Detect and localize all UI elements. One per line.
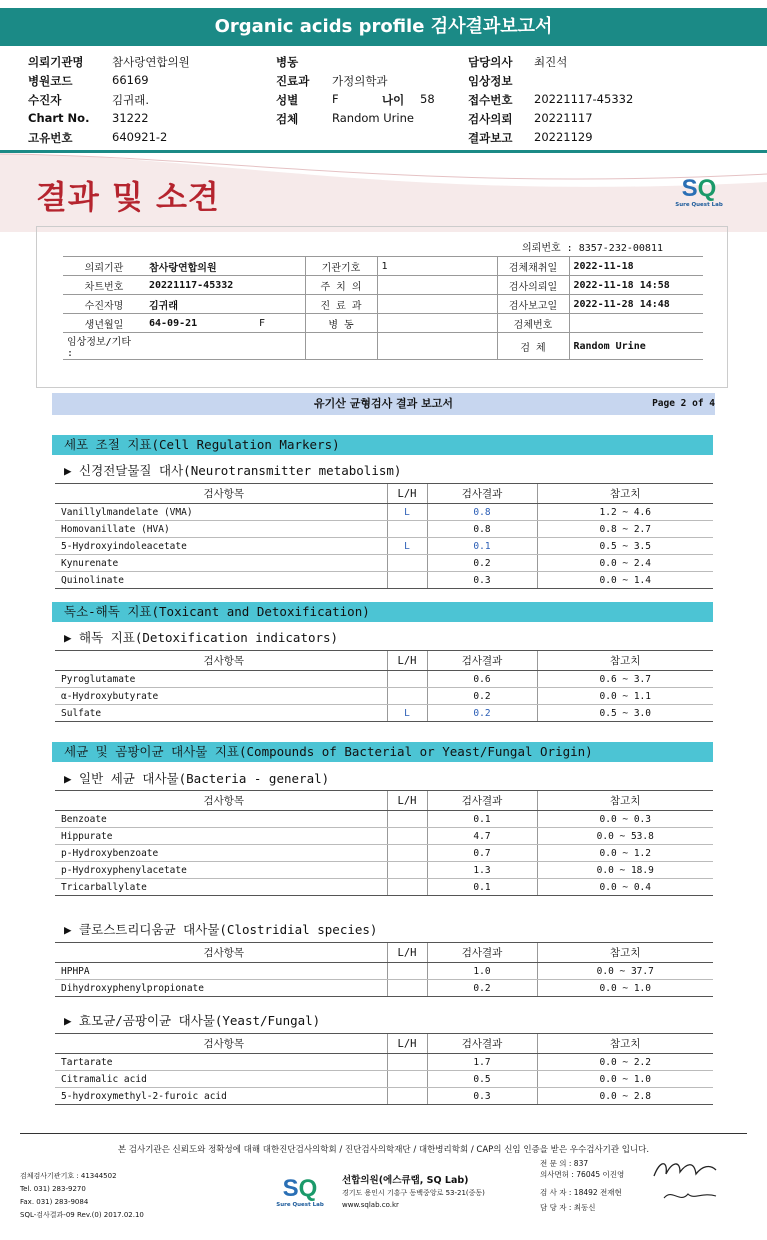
table-row <box>55 980 713 997</box>
results-table <box>55 942 713 997</box>
request-info-table <box>63 256 703 360</box>
column-header-item: 검사항목 <box>55 484 387 504</box>
info-cell: 수진자명 <box>63 295 145 314</box>
cell-result: 0.8 <box>427 504 537 521</box>
cell-name: Sulfate <box>55 705 387 722</box>
info-cell: 김귀래 <box>145 295 255 314</box>
info-cell <box>255 276 305 295</box>
cell-ref: 0.0 ~ 18.9 <box>537 862 713 879</box>
info-cell: 주 치 의 <box>305 276 377 295</box>
cell-lh <box>387 879 427 896</box>
table-row <box>55 688 713 705</box>
dept-value: 가정의학과 <box>332 74 388 88</box>
cell-name: Homovanillate (HVA) <box>55 521 387 538</box>
cell-result: 4.7 <box>427 828 537 845</box>
info-cell <box>145 333 255 360</box>
cell-result: 0.3 <box>427 572 537 589</box>
column-header-result: 검사결과 <box>427 651 537 671</box>
info-row <box>63 257 703 276</box>
cell-result: 0.3 <box>427 1088 537 1105</box>
column-header-lh: L/H <box>387 791 427 811</box>
cell-result: 0.5 <box>427 1071 537 1088</box>
info-cell: 진 료 과 <box>305 295 377 314</box>
cell-result: 1.0 <box>427 963 537 980</box>
table-row <box>55 705 713 722</box>
cell-ref: 0.0 ~ 0.3 <box>537 811 713 828</box>
signatures: 전 문 의 : 837 의사면허 : 76045 이진영 검 사 자 : 18492 전재현 담 당 자 : 최동신 <box>540 1159 625 1212</box>
hosp-code-label: 병원코드 <box>28 74 73 88</box>
table-row <box>55 521 713 538</box>
cell-name: Tartarate <box>55 1054 387 1071</box>
column-header-ref: 참고치 <box>537 1034 713 1054</box>
sex-label: 성별 <box>276 93 299 107</box>
cell-ref: 0.0 ~ 1.1 <box>537 688 713 705</box>
accreditation-note: 본 검사기관은 신뢰도와 정확성에 대해 대한진단검사의학회 / 진단검사의학재단 / 대한병리학회 / CAP의 신임 인증을 받은 우수검사기관 입니다. <box>117 1145 650 1155</box>
cell-result: 0.2 <box>427 705 537 722</box>
doctor-value: 최진석 <box>534 55 568 69</box>
info-cell: F <box>255 314 305 333</box>
table-row <box>55 1071 713 1088</box>
info-row <box>63 295 703 314</box>
info-cell: 20221117-45332 <box>145 276 255 295</box>
cell-ref: 0.0 ~ 0.4 <box>537 879 713 896</box>
cell-ref: 0.0 ~ 53.8 <box>537 828 713 845</box>
info-cell <box>377 333 497 360</box>
req-date-value: 20221117 <box>534 111 593 125</box>
cell-result: 1.7 <box>427 1054 537 1071</box>
cell-lh <box>387 1088 427 1105</box>
specimen-value: Random Urine <box>332 111 414 125</box>
table-row <box>55 862 713 879</box>
cell-lh <box>387 963 427 980</box>
cell-name: Quinolinate <box>55 572 387 589</box>
column-header-item: 검사항목 <box>55 791 387 811</box>
table-row <box>55 504 713 521</box>
examiner-signature <box>660 1186 720 1206</box>
table-row <box>55 671 713 688</box>
table-header-row <box>55 484 713 504</box>
info-cell: 64-09-21 <box>145 314 255 333</box>
info-cell: 의뢰기관 <box>63 257 145 276</box>
result-heading: 결과 및 소견 <box>36 178 220 216</box>
info-cell: 검체채취일 <box>497 257 569 276</box>
cell-ref: 0.0 ~ 1.2 <box>537 845 713 862</box>
cell-name: α-Hydroxybutyrate <box>55 688 387 705</box>
table-header-row <box>55 1034 713 1054</box>
info-cell <box>377 295 497 314</box>
footer-sq-logo: SQ Sure Quest Lab <box>276 1175 324 1208</box>
info-cell <box>377 276 497 295</box>
examinee-label: 수진자 <box>28 93 62 107</box>
report-bar <box>52 393 715 415</box>
info-cell: 참사랑연합의원 <box>145 257 255 276</box>
info-cell: 1 <box>377 257 497 276</box>
cell-lh <box>387 688 427 705</box>
cell-result: 0.1 <box>427 811 537 828</box>
results-table <box>55 650 713 722</box>
lab-organization: 선합의원(에스큐랩, SQ Lab) 경기도 용인시 기흥구 동백중앙로 53-21(중동) www.sqlab.co.kr <box>342 1175 485 1209</box>
column-header-item: 검사항목 <box>55 1034 387 1054</box>
sq-lab-logo: SQ Sure Quest Lab <box>675 175 723 208</box>
cell-name: Citramalic acid <box>55 1071 387 1088</box>
cell-name: p-Hydroxyphenylacetate <box>55 862 387 879</box>
column-header-lh: L/H <box>387 651 427 671</box>
cell-ref: 1.2 ~ 4.6 <box>537 504 713 521</box>
cell-result: 0.1 <box>427 879 537 896</box>
info-cell: 2022-11-18 14:58 <box>569 276 703 295</box>
cell-ref: 0.0 ~ 2.8 <box>537 1088 713 1105</box>
section-header: 독소-해독 지표(Toxicant and Detoxification) <box>52 602 713 622</box>
receipt-label: 접수번호 <box>468 93 513 107</box>
report-date-value: 20221129 <box>534 130 593 144</box>
info-cell: 2022-11-28 14:48 <box>569 295 703 314</box>
cell-name: Kynurenate <box>55 555 387 572</box>
cell-lh <box>387 572 427 589</box>
cell-lh <box>387 980 427 997</box>
cell-name: p-Hydroxybenzoate <box>55 845 387 862</box>
results-table <box>55 1033 713 1105</box>
column-header-lh: L/H <box>387 484 427 504</box>
info-cell: 병 동 <box>305 314 377 333</box>
cell-lh <box>387 1071 427 1088</box>
column-header-ref: 참고치 <box>537 484 713 504</box>
subsection-title: ▶ 신경전달물질 대사(Neurotransmitter metabolism) <box>64 463 402 478</box>
info-cell: Random Urine <box>569 333 703 360</box>
cell-ref: 0.6 ~ 3.7 <box>537 671 713 688</box>
info-cell <box>255 295 305 314</box>
request-info-box <box>36 226 728 388</box>
info-cell: 검체번호 <box>497 314 569 333</box>
cell-result: 0.2 <box>427 980 537 997</box>
table-header-row <box>55 791 713 811</box>
cell-name: Pyroglutamate <box>55 671 387 688</box>
column-header-ref: 참고치 <box>537 943 713 963</box>
cell-ref: 0.8 ~ 2.7 <box>537 521 713 538</box>
column-header-ref: 참고치 <box>537 651 713 671</box>
info-cell <box>255 257 305 276</box>
cell-lh: L <box>387 705 427 722</box>
cell-name: Hippurate <box>55 828 387 845</box>
lab-contact: 검체검사기관기호 : 41344502 Tel. 031) 283-9270 Fax. 031) 283-9084 SQL-검사결과-09 Rev.(0) 2017.02.10 <box>20 1172 144 1219</box>
info-cell: 검 체 <box>497 333 569 360</box>
cell-lh <box>387 845 427 862</box>
table-row <box>55 538 713 555</box>
column-header-result: 검사결과 <box>427 943 537 963</box>
subsection-title: ▶ 효모균/곰팡이균 대사물(Yeast/Fungal) <box>64 1013 321 1028</box>
section-header: 세균 및 곰팡이균 대사물 지표(Compounds of Bacterial or Yeast/Fungal Origin) <box>52 742 713 762</box>
report-bar-title: 유기산 균형검사 결과 보고서 <box>314 397 453 410</box>
subsection-title: ▶ 해독 지표(Detoxification indicators) <box>64 630 339 645</box>
table-row <box>55 1088 713 1105</box>
age-label: 나이 <box>382 93 405 107</box>
info-cell: 검사의뢰일 <box>497 276 569 295</box>
clinical-label: 임상정보 <box>468 74 513 88</box>
examinee-value: 김귀래. <box>112 93 149 107</box>
section-header: 세포 조절 지표(Cell Regulation Markers) <box>52 435 713 455</box>
cell-result: 0.1 <box>427 538 537 555</box>
cell-name: Benzoate <box>55 811 387 828</box>
cell-name: Tricarballylate <box>55 879 387 896</box>
unique-value: 640921-2 <box>112 130 168 144</box>
cell-result: 0.7 <box>427 845 537 862</box>
specimen-label: 검체 <box>276 112 299 126</box>
info-row <box>63 314 703 333</box>
cell-lh <box>387 1054 427 1071</box>
info-cell: 임상정보/기타 : <box>63 333 145 360</box>
table-row <box>55 1054 713 1071</box>
cell-result: 0.6 <box>427 671 537 688</box>
doctor-signature <box>650 1154 720 1184</box>
column-header-item: 검사항목 <box>55 943 387 963</box>
info-cell: 생년월일 <box>63 314 145 333</box>
unique-label: 고유번호 <box>28 131 73 145</box>
cell-result: 0.8 <box>427 521 537 538</box>
column-header-ref: 참고치 <box>537 791 713 811</box>
column-header-lh: L/H <box>387 1034 427 1054</box>
table-row <box>55 572 713 589</box>
table-row <box>55 879 713 896</box>
info-cell: 검사보고일 <box>497 295 569 314</box>
info-cell: 2022-11-18 <box>569 257 703 276</box>
info-cell: 기관기호 <box>305 257 377 276</box>
results-table <box>55 790 713 896</box>
report-title: Organic acids profile 검사결과보고서 <box>0 8 767 46</box>
cell-ref: 0.0 ~ 1.0 <box>537 1071 713 1088</box>
info-cell <box>255 333 305 360</box>
cell-ref: 0.0 ~ 1.4 <box>537 572 713 589</box>
cell-result: 0.2 <box>427 688 537 705</box>
cell-name: 5-Hydroxyindoleacetate <box>55 538 387 555</box>
cell-lh <box>387 671 427 688</box>
table-header-row <box>55 651 713 671</box>
hosp-code-value: 66169 <box>112 73 149 87</box>
cell-lh <box>387 828 427 845</box>
sex-value: F <box>332 92 339 106</box>
cell-lh <box>387 521 427 538</box>
cell-name: 5-hydroxymethyl-2-furoic acid <box>55 1088 387 1105</box>
cell-lh: L <box>387 538 427 555</box>
column-header-lh: L/H <box>387 943 427 963</box>
cell-lh <box>387 811 427 828</box>
table-row <box>55 828 713 845</box>
table-header-row <box>55 943 713 963</box>
cell-name: HPHPA <box>55 963 387 980</box>
ward-label: 병동 <box>276 55 299 69</box>
dept-label: 진료과 <box>276 74 310 88</box>
table-row <box>55 963 713 980</box>
age-value: 58 <box>420 92 435 106</box>
column-header-result: 검사결과 <box>427 1034 537 1054</box>
info-row <box>63 333 703 360</box>
info-cell: 차트번호 <box>63 276 145 295</box>
cell-result: 0.2 <box>427 555 537 572</box>
info-cell <box>377 314 497 333</box>
req-date-label: 검사의뢰 <box>468 112 513 126</box>
info-cell <box>305 333 377 360</box>
report-date-label: 결과보고 <box>468 131 513 145</box>
results-table <box>55 483 713 589</box>
table-row <box>55 845 713 862</box>
cell-lh <box>387 862 427 879</box>
column-header-result: 검사결과 <box>427 791 537 811</box>
footer-divider <box>20 1133 747 1134</box>
req-inst-label: 의뢰기관명 <box>28 55 84 69</box>
cell-ref: 0.0 ~ 37.7 <box>537 963 713 980</box>
req-inst-value: 참사랑연합의원 <box>112 55 190 69</box>
chart-value: 31222 <box>112 111 149 125</box>
doctor-label: 담당의사 <box>468 55 513 69</box>
receipt-value: 20221117-45332 <box>534 92 634 106</box>
request-number: 의뢰번호 : 8357-232-00811 <box>522 243 663 254</box>
table-row <box>55 811 713 828</box>
cell-ref: 0.0 ~ 2.2 <box>537 1054 713 1071</box>
cell-name: Vanillylmandelate (VMA) <box>55 504 387 521</box>
cell-lh <box>387 555 427 572</box>
table-row <box>55 555 713 572</box>
patient-header <box>28 54 748 149</box>
cell-ref: 0.5 ~ 3.0 <box>537 705 713 722</box>
column-header-item: 검사항목 <box>55 651 387 671</box>
cell-result: 1.3 <box>427 862 537 879</box>
info-cell <box>569 314 703 333</box>
info-row <box>63 276 703 295</box>
cell-ref: 0.5 ~ 3.5 <box>537 538 713 555</box>
cell-ref: 0.0 ~ 2.4 <box>537 555 713 572</box>
subsection-title: ▶ 클로스트리디움균 대사물(Clostridial species) <box>64 922 378 937</box>
cell-name: Dihydroxyphenylpropionate <box>55 980 387 997</box>
cell-ref: 0.0 ~ 1.0 <box>537 980 713 997</box>
chart-label: Chart No. <box>28 111 90 125</box>
column-header-result: 검사결과 <box>427 484 537 504</box>
page-indicator: Page 2 of 4 <box>652 398 715 409</box>
cell-lh: L <box>387 504 427 521</box>
subsection-title: ▶ 일반 세균 대사물(Bacteria - general) <box>64 771 330 786</box>
